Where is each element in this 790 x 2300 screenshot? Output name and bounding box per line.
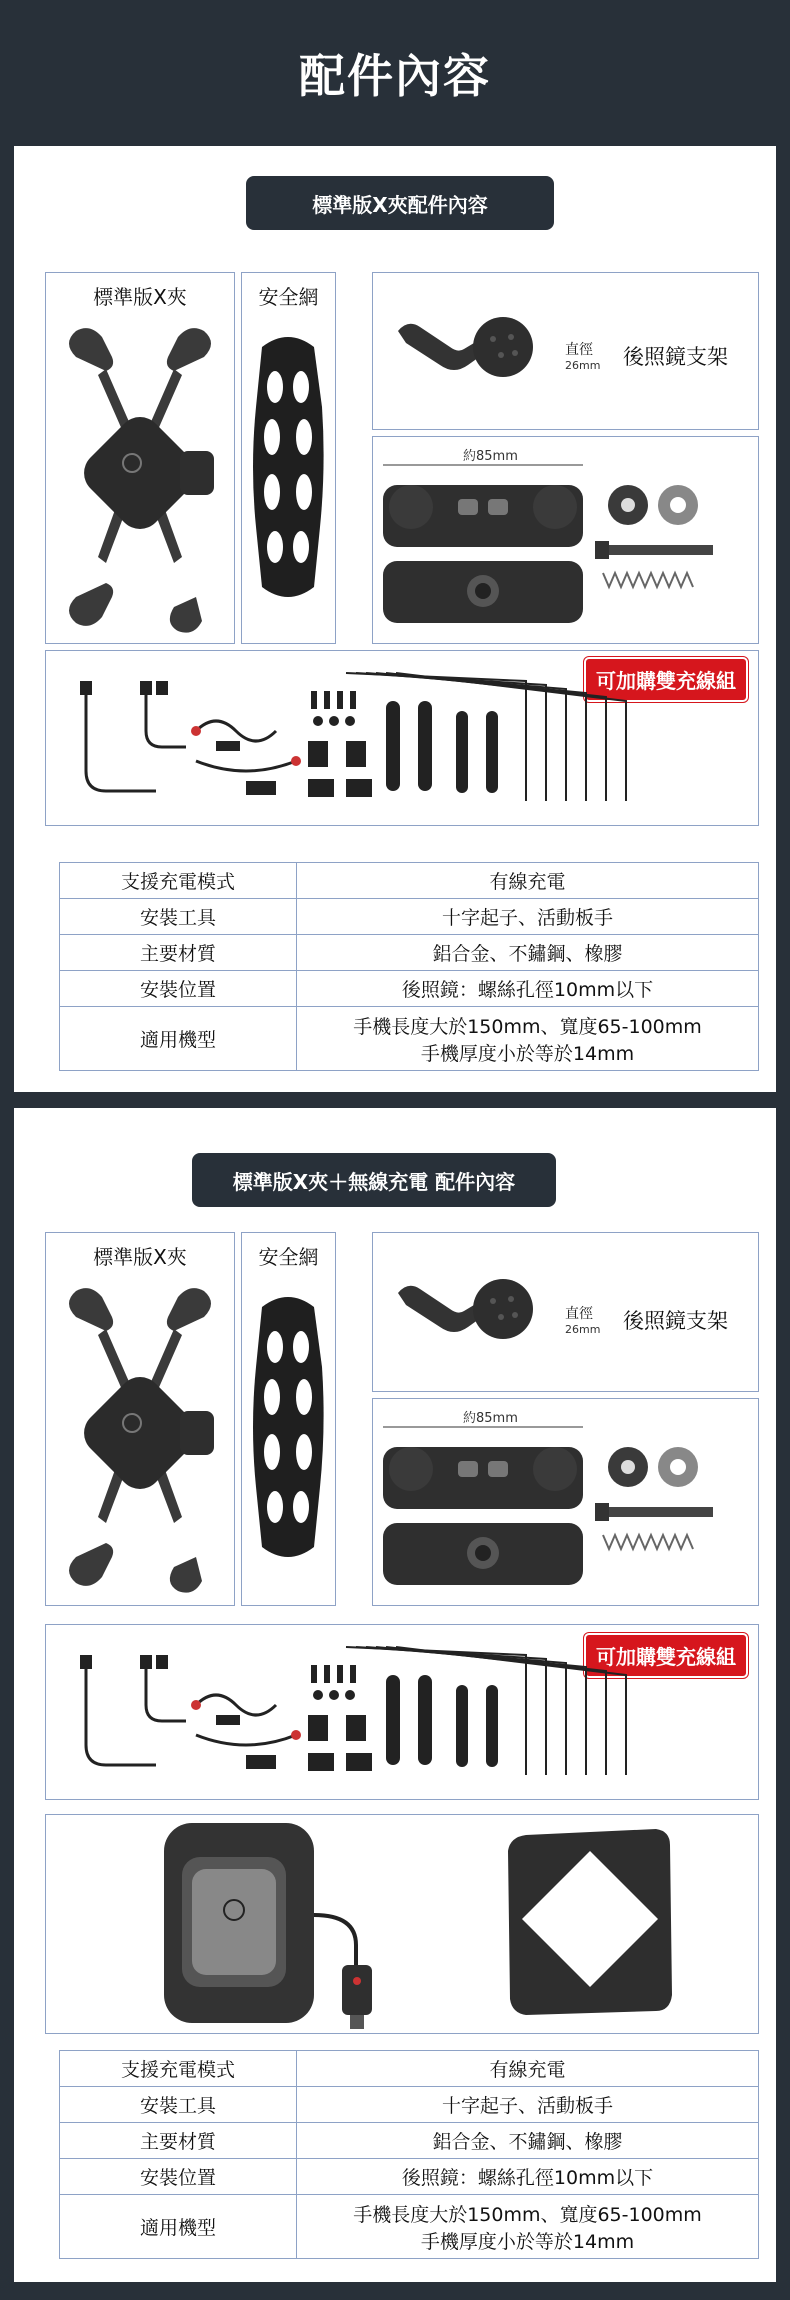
clamp-box [45, 1232, 235, 1606]
mirror-mount-label: 後照鏡支架 [623, 345, 728, 369]
buy-charging-cable-badge[interactable]: 可加購雙充線組 [584, 657, 748, 702]
mirror-mount-box [372, 272, 759, 430]
table-row [60, 863, 759, 899]
spec-key: 適用機型 [60, 1007, 297, 1071]
net-label: 安全網 [258, 285, 319, 309]
spec-value: 十字起子、活動板手 [297, 2087, 759, 2123]
spec-value: 有線充電 [297, 863, 759, 899]
spec-key: 安裝工具 [60, 899, 297, 935]
spec-table [59, 2050, 759, 2259]
table-row [60, 2087, 759, 2123]
width-label: 約85mm [463, 1411, 518, 1426]
diameter-value: 26mm [565, 359, 601, 372]
spec-value: 十字起子、活動板手 [297, 899, 759, 935]
wireless-charger-image [46, 1815, 758, 2033]
accessory-image [46, 651, 758, 825]
spec-key: 安裝位置 [60, 2159, 297, 2195]
spec-key: 支援充電模式 [60, 863, 297, 899]
mirror-mount-box [372, 1232, 759, 1392]
clamp-box [45, 272, 235, 644]
accessory-image [46, 1625, 758, 1799]
clamp-label: 標準版X夾 [93, 285, 187, 309]
section-standard [14, 146, 776, 1092]
diameter-value: 26mm [565, 1323, 601, 1336]
spec-value-multiline [297, 2195, 759, 2259]
diameter-label: 直徑 [565, 342, 593, 358]
spec-value-line-2: 手機厚度小於等於14mm [420, 2230, 635, 2253]
page-header [0, 0, 790, 146]
section-title-pill: 標準版X夾＋無線充電 配件內容 [192, 1153, 556, 1207]
spec-value: 鋁合金、不鏽鋼、橡膠 [297, 935, 759, 971]
spec-table [59, 862, 759, 1071]
base-plate-image [373, 1417, 756, 1606]
accessory-box [45, 650, 759, 826]
spec-value: 後照鏡：螺絲孔徑10mm以下 [297, 2159, 759, 2195]
safety-net-image [242, 1277, 335, 1597]
accessory-box [45, 1624, 759, 1800]
page-title: 配件內容 [299, 49, 491, 103]
net-label: 安全網 [258, 1245, 319, 1269]
diameter-label: 直徑 [565, 1306, 593, 1322]
net-box [241, 272, 336, 644]
spec-value-line-2: 手機厚度小於等於14mm [420, 1042, 635, 1065]
spec-value-line-1: 手機長度大於150mm、寬度65-100mm [353, 1015, 702, 1038]
mirror-mount-label: 後照鏡支架 [623, 1309, 728, 1333]
wireless-charger-box [45, 1814, 759, 2034]
width-label: 約85mm [463, 449, 518, 464]
table-row [60, 2195, 759, 2259]
spec-key: 安裝工具 [60, 2087, 297, 2123]
base-plate-box [372, 1398, 759, 1606]
spec-key: 支援充電模式 [60, 2051, 297, 2087]
x-clamp-image [46, 1277, 234, 1597]
spec-key: 安裝位置 [60, 971, 297, 1007]
x-clamp-image [46, 317, 234, 637]
spec-value: 後照鏡：螺絲孔徑10mm以下 [297, 971, 759, 1007]
spec-key: 主要材質 [60, 935, 297, 971]
spec-value: 有線充電 [297, 2051, 759, 2087]
buy-charging-cable-badge[interactable]: 可加購雙充線組 [584, 1633, 748, 1678]
table-row [60, 2159, 759, 2195]
table-row [60, 899, 759, 935]
mirror-mount-image [393, 1263, 543, 1363]
base-plate-box [372, 436, 759, 644]
table-row [60, 2123, 759, 2159]
mirror-mount-image [393, 301, 543, 401]
clamp-label: 標準版X夾 [93, 1245, 187, 1269]
spec-value-multiline [297, 1007, 759, 1071]
spec-value-line-1: 手機長度大於150mm、寬度65-100mm [353, 2203, 702, 2226]
table-row [60, 2051, 759, 2087]
section-wireless [14, 1108, 776, 2282]
table-row [60, 935, 759, 971]
table-row [60, 971, 759, 1007]
safety-net-image [242, 317, 335, 637]
base-plate-image [373, 455, 756, 644]
spec-value: 鋁合金、不鏽鋼、橡膠 [297, 2123, 759, 2159]
spec-key: 適用機型 [60, 2195, 297, 2259]
spec-key: 主要材質 [60, 2123, 297, 2159]
section-title-pill: 標準版X夾配件內容 [246, 176, 554, 230]
table-row [60, 1007, 759, 1071]
net-box [241, 1232, 336, 1606]
